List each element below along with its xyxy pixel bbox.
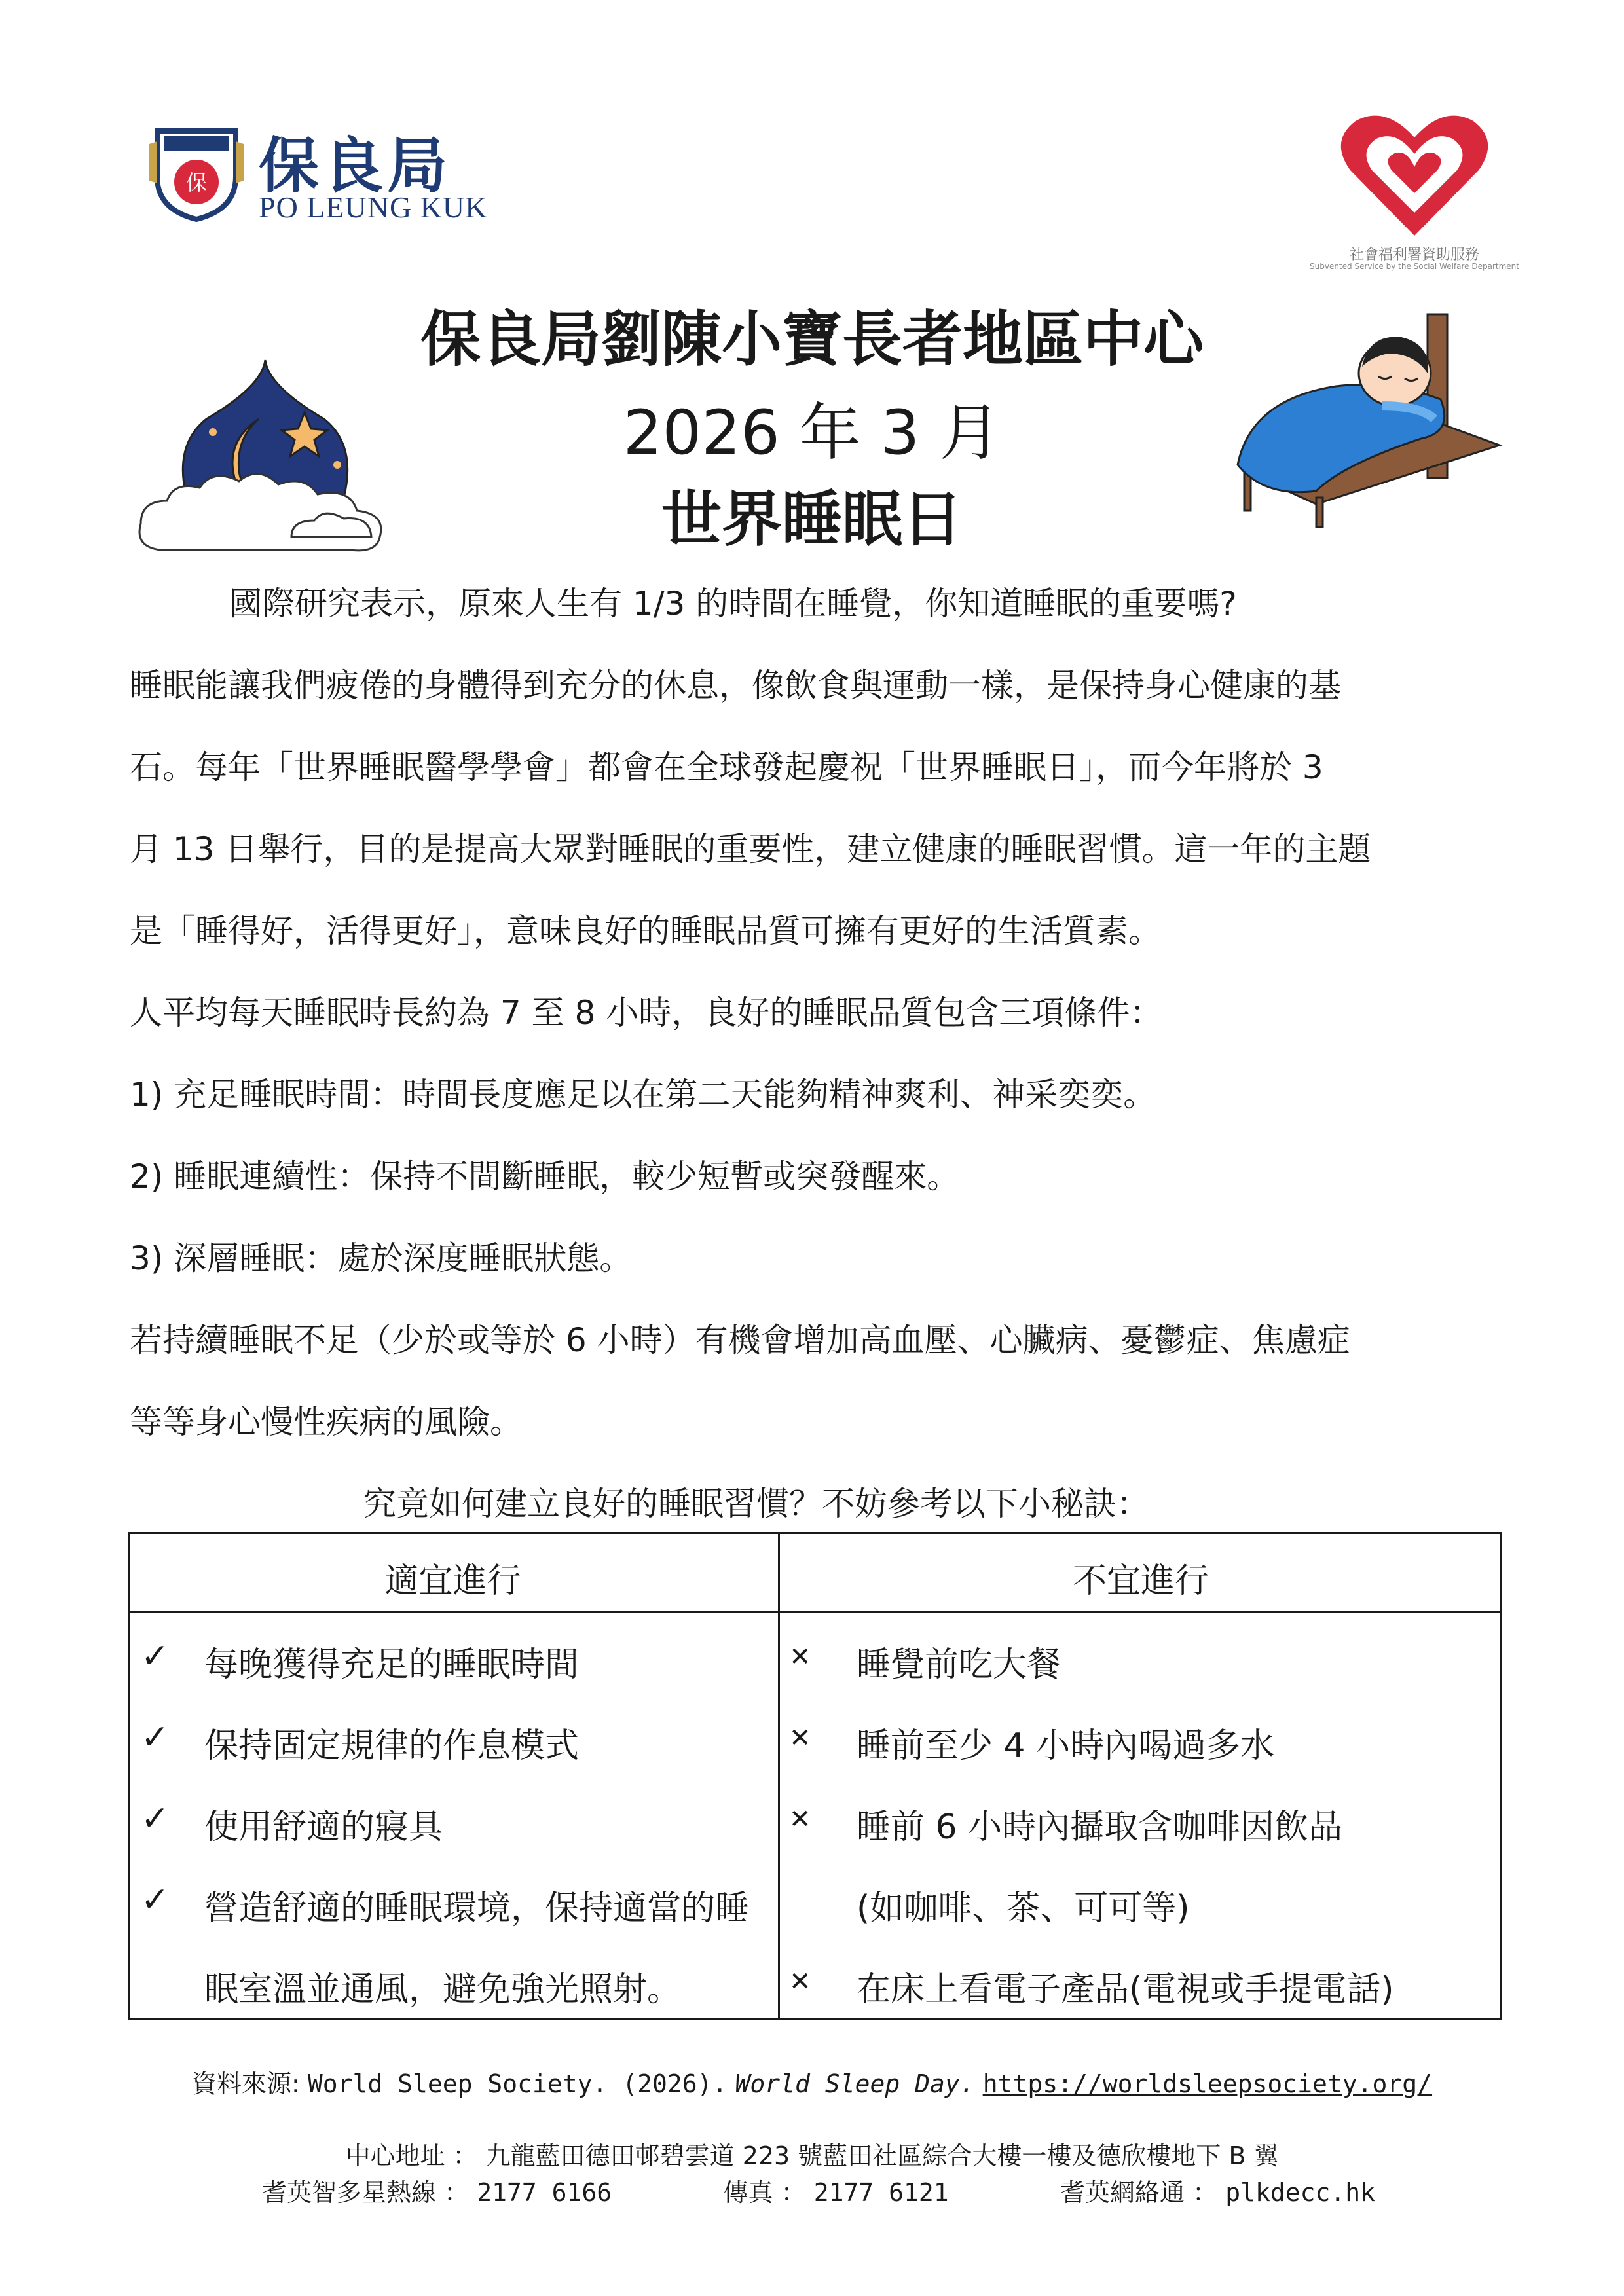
swd-caption-chinese: 社會福利署資助服務 — [1349, 247, 1479, 263]
table-column-divider — [778, 1532, 780, 2020]
table-header-divider — [128, 1611, 1502, 1613]
web-info — [1060, 2172, 1375, 2208]
intro-paragraph: 國際研究表示，原來人生有 1/3 的時間在睡覺，你知道睡眠的重要嗎? — [229, 585, 1237, 623]
table-row-dont: 在床上看電子產品(電視或手提電話) — [857, 1970, 1394, 2009]
table-row-do: 保持固定規律的作息模式 — [204, 1726, 580, 1766]
source-author: World Sleep Society. (2026). — [307, 2069, 728, 2098]
table-row-do-continued: 眠室溫並通風，避免強光照射。 — [204, 1970, 682, 2009]
check-mark-icon: ✓ — [141, 1637, 170, 1676]
fax-label: 傳真 ： — [723, 2178, 806, 2207]
swd-heart-logo-icon — [1336, 105, 1493, 242]
table-row-dont: 睡前至少 4 小時內喝過多水 — [857, 1726, 1275, 1766]
table-intro: 究竟如何建立良好的睡眠習慣？不妨參考以下小秘訣： — [363, 1485, 1149, 1523]
cross-mark-icon: ✕ — [789, 1642, 811, 1672]
date-title: 2026 年 3 月 — [623, 397, 1001, 469]
body-paragraph-line: 睡眠能讓我們疲倦的身體得到充分的休息，像飲食與運動一樣，是保持身心健康的基 — [130, 666, 1341, 704]
source-label: 資料來源: — [191, 2069, 300, 2098]
sleep-quality-intro: 人平均每天睡眠時長約為 7 至 8 小時，良好的睡眠品質包含三項條件： — [130, 994, 1163, 1032]
org-name-chinese: 保良局 — [259, 130, 452, 201]
hotline-number: 2177 6166 — [477, 2178, 612, 2207]
check-mark-icon: ✓ — [141, 1718, 170, 1757]
source-title: World Sleep Day. — [735, 2069, 975, 2098]
hotline-info — [262, 2172, 612, 2208]
moon-and-stars-illustration — [128, 347, 403, 570]
event-title: 世界睡眠日 — [661, 484, 963, 555]
hotline-label: 耆英智多星熱線 ： — [262, 2178, 470, 2207]
source-citation — [0, 2064, 1624, 2100]
center-name-title: 保良局劉陳小寶長者地區中心 — [420, 304, 1204, 374]
condition-item: 2) 睡眠連續性：保持不間斷睡眠，較少短暫或突發醒來。 — [130, 1157, 960, 1195]
website-link[interactable]: plkdecc.hk — [1225, 2178, 1375, 2207]
contact-info — [262, 2172, 1375, 2208]
risk-paragraph-line: 等等身心慢性疾病的風險。 — [130, 1403, 523, 1441]
table-row-dont-continued: (如咖啡、茶、可可等) — [857, 1889, 1190, 1928]
risk-paragraph-line: 若持續睡眠不足（少於或等於 6 小時）有機會增加高血壓、心臟病、憂鬱症、焦慮症 — [130, 1321, 1350, 1359]
check-mark-icon: ✓ — [141, 1799, 170, 1838]
po-leung-kuk-crest-icon — [144, 118, 249, 223]
cross-mark-icon: ✕ — [789, 1723, 811, 1753]
sleeping-person-bed-illustration — [1225, 308, 1513, 530]
condition-item: 3) 深層睡眠：處於深度睡眠狀態。 — [130, 1239, 633, 1277]
fax-number: 2177 6121 — [813, 2178, 949, 2207]
condition-item: 1) 充足睡眠時間：時間長度應足以在第二天能夠精神爽利、神采奕奕。 — [130, 1076, 1156, 1114]
org-name-english: PO LEUNG KUK — [259, 191, 488, 224]
fax-info — [724, 2172, 949, 2208]
sleep-tips-table — [128, 1532, 1502, 2020]
table-row-do: 使用舒適的寢具 — [204, 1808, 443, 1847]
column-header-do: 適宜進行 — [384, 1561, 521, 1601]
table-row-dont: 睡前 6 小時內攝取含咖啡因飲品 — [857, 1808, 1343, 1847]
cross-mark-icon: ✕ — [789, 1967, 811, 1997]
web-label: 耆英網絡通 ： — [1060, 2178, 1218, 2207]
cross-mark-icon: ✕ — [789, 1804, 811, 1834]
check-mark-icon: ✓ — [141, 1880, 170, 1920]
body-paragraph-line: 月 13 日舉行，目的是提高大眾對睡眠的重要性，建立健康的睡眠習慣。這一年的主題 — [130, 830, 1371, 868]
column-header-dont: 不宜進行 — [1072, 1561, 1209, 1601]
table-row-do: 每晚獲得充足的睡眠時間 — [204, 1645, 580, 1685]
source-url-link[interactable]: https://worldsleepsociety.org/ — [982, 2069, 1433, 2098]
table-row-do: 營造舒適的睡眠環境，保持適當的睡 — [204, 1889, 750, 1928]
center-address: 中心地址 ： 九龍藍田德田邨碧雲道 223 號藍田社區綜合大樓一樓及德欣樓地下 B 翼 — [345, 2141, 1279, 2170]
swd-caption-english: Subvented Service by the Social Welfare Department — [1310, 262, 1519, 271]
table-row-dont: 睡覺前吃大餐 — [857, 1645, 1061, 1685]
body-paragraph-line: 石。每年「世界睡眠醫學學會」都會在全球發起慶祝「世界睡眠日」，而今年將於 3 — [130, 748, 1323, 786]
body-paragraph-line: 是「睡得好，活得更好」，意味良好的睡眠品質可擁有更好的生活質素。 — [130, 912, 1161, 950]
svg-text:保: 保 — [185, 170, 208, 195]
